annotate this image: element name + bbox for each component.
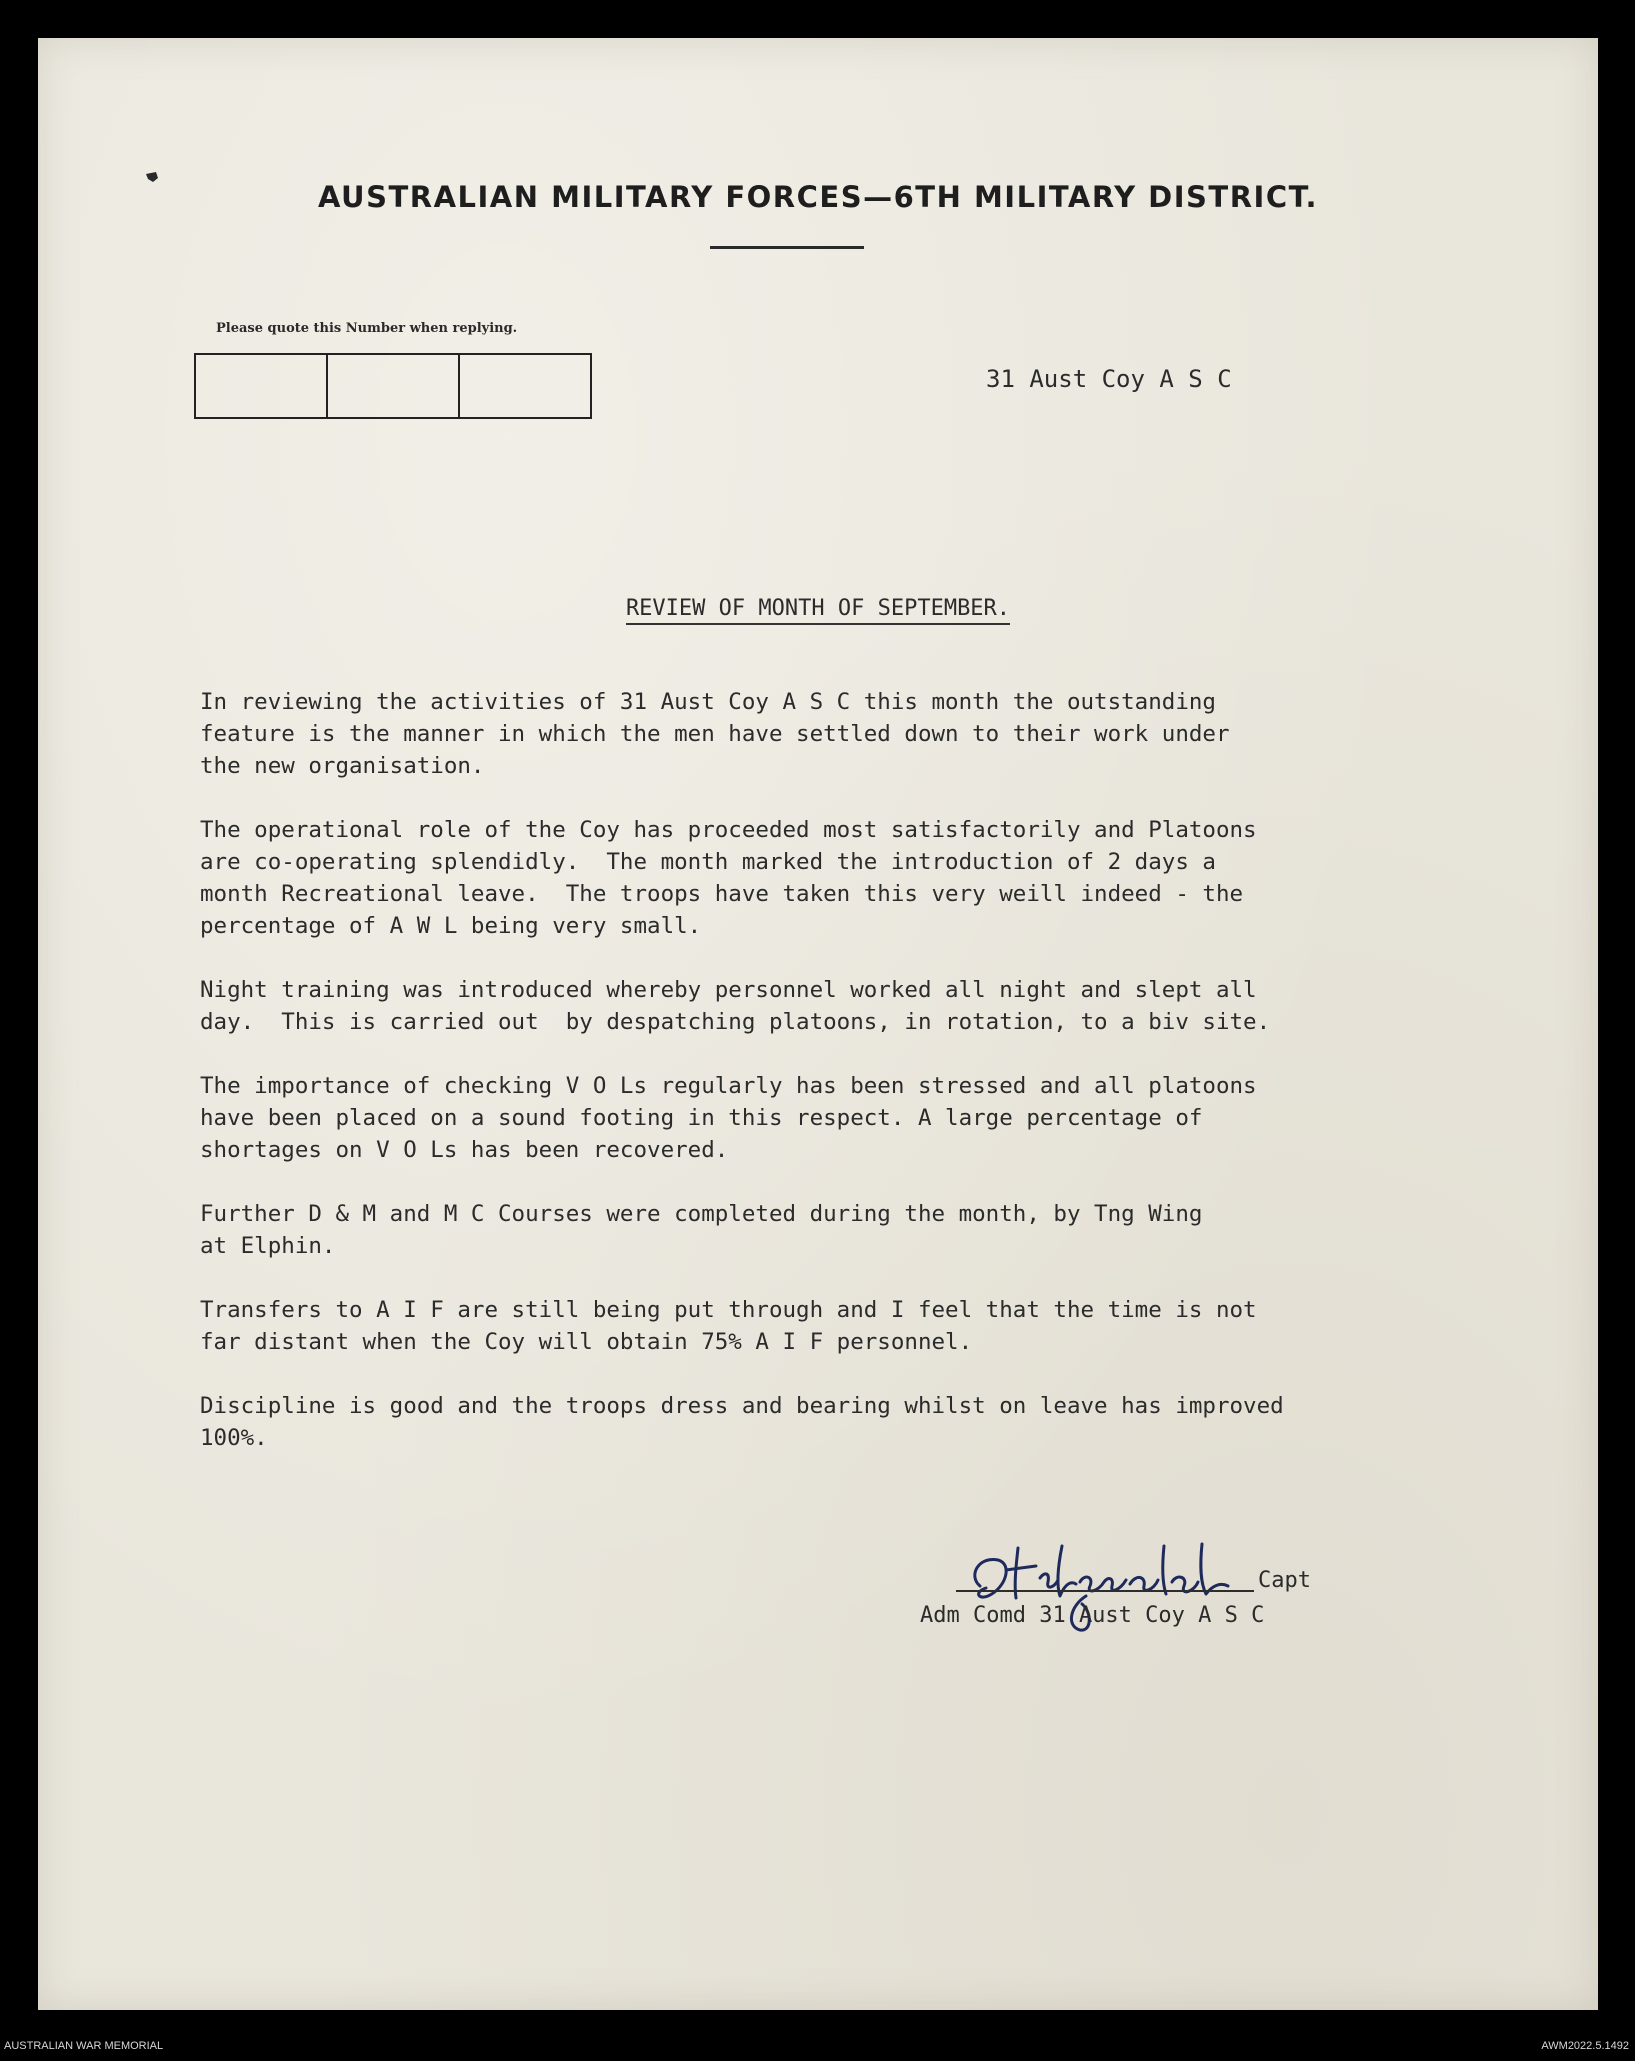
text-line: Further D & M and M C Courses were completed during the month, by Tng Wing (200, 1201, 1203, 1227)
reference-box-2 (326, 355, 458, 417)
letterhead-title: AUSTRALIAN MILITARY FORCES—6TH MILITARY DISTRICT. (317, 180, 1318, 214)
text-line: day. This is carried out by despatching platoons, in rotation, to a biv site. (200, 1009, 1271, 1035)
text-line: shortages on V O Ls has been recovered. (200, 1137, 729, 1163)
text-line: percentage of A W L being very small. (200, 913, 702, 939)
paragraph (200, 1198, 1490, 1262)
text-line: The operational role of the Coy has proceeded most satisfactorily and Platoons (200, 817, 1257, 843)
paragraph (200, 1294, 1490, 1358)
text-line: 100%. (200, 1425, 268, 1451)
text-line: are co-operating splendidly. The month marked the introduction of 2 days a (200, 849, 1216, 875)
quote-number-label: Please quote this Number when replying. (216, 321, 518, 336)
signature-line (956, 1590, 1254, 1592)
text-line: Night training was introduced whereby personnel worked all night and slept all (200, 977, 1257, 1003)
text-line: have been placed on a sound footing in this respect. A large percentage of (200, 1105, 1203, 1131)
text-line: at Elphin. (200, 1233, 336, 1259)
letterhead-rule (710, 246, 864, 249)
signatory-appointment: Adm Comd 31 Aust Coy A S C (920, 1603, 1265, 1628)
paragraph (200, 686, 1490, 782)
paragraph (200, 974, 1490, 1038)
text-line: far distant when the Coy will obtain 75% A I F personnel. (200, 1329, 973, 1355)
text-line: Transfers to A I F are still being put through and I feel that the time is not (200, 1297, 1257, 1323)
archive-credit: AUSTRALIAN WAR MEMORIAL (4, 2040, 164, 2052)
text-line: In reviewing the activities of 31 Aust Coy A S C this month the outstanding (200, 689, 1216, 715)
paragraph (200, 1390, 1490, 1454)
text-line: month Recreational leave. The troops have taken this very weill indeed - the (200, 881, 1244, 907)
document-title (38, 596, 1598, 621)
text-line: The importance of checking V O Ls regularly has been stressed and all platoons (200, 1073, 1257, 1099)
paragraph (200, 1070, 1490, 1166)
text-line: Discipline is good and the troops dress and bearing whilst on leave has improved (200, 1393, 1284, 1419)
reference-box-3 (458, 355, 590, 417)
text-line: the new organisation. (200, 753, 485, 779)
text-line: feature is the manner in which the men have settled down to their work under (200, 721, 1230, 747)
reference-box-1 (196, 355, 326, 417)
paragraph (200, 814, 1490, 942)
reference-number-boxes (194, 353, 592, 419)
letter-page (38, 38, 1598, 2010)
archive-accession-number: AWM2022.5.1492 (1541, 2040, 1629, 2052)
document-title-text: REVIEW OF MONTH OF SEPTEMBER. (626, 596, 1010, 625)
signatory-rank: Capt (1258, 1568, 1311, 1593)
document-body (200, 686, 1490, 1486)
unit-reference: 31 Aust Coy A S C (986, 365, 1232, 393)
